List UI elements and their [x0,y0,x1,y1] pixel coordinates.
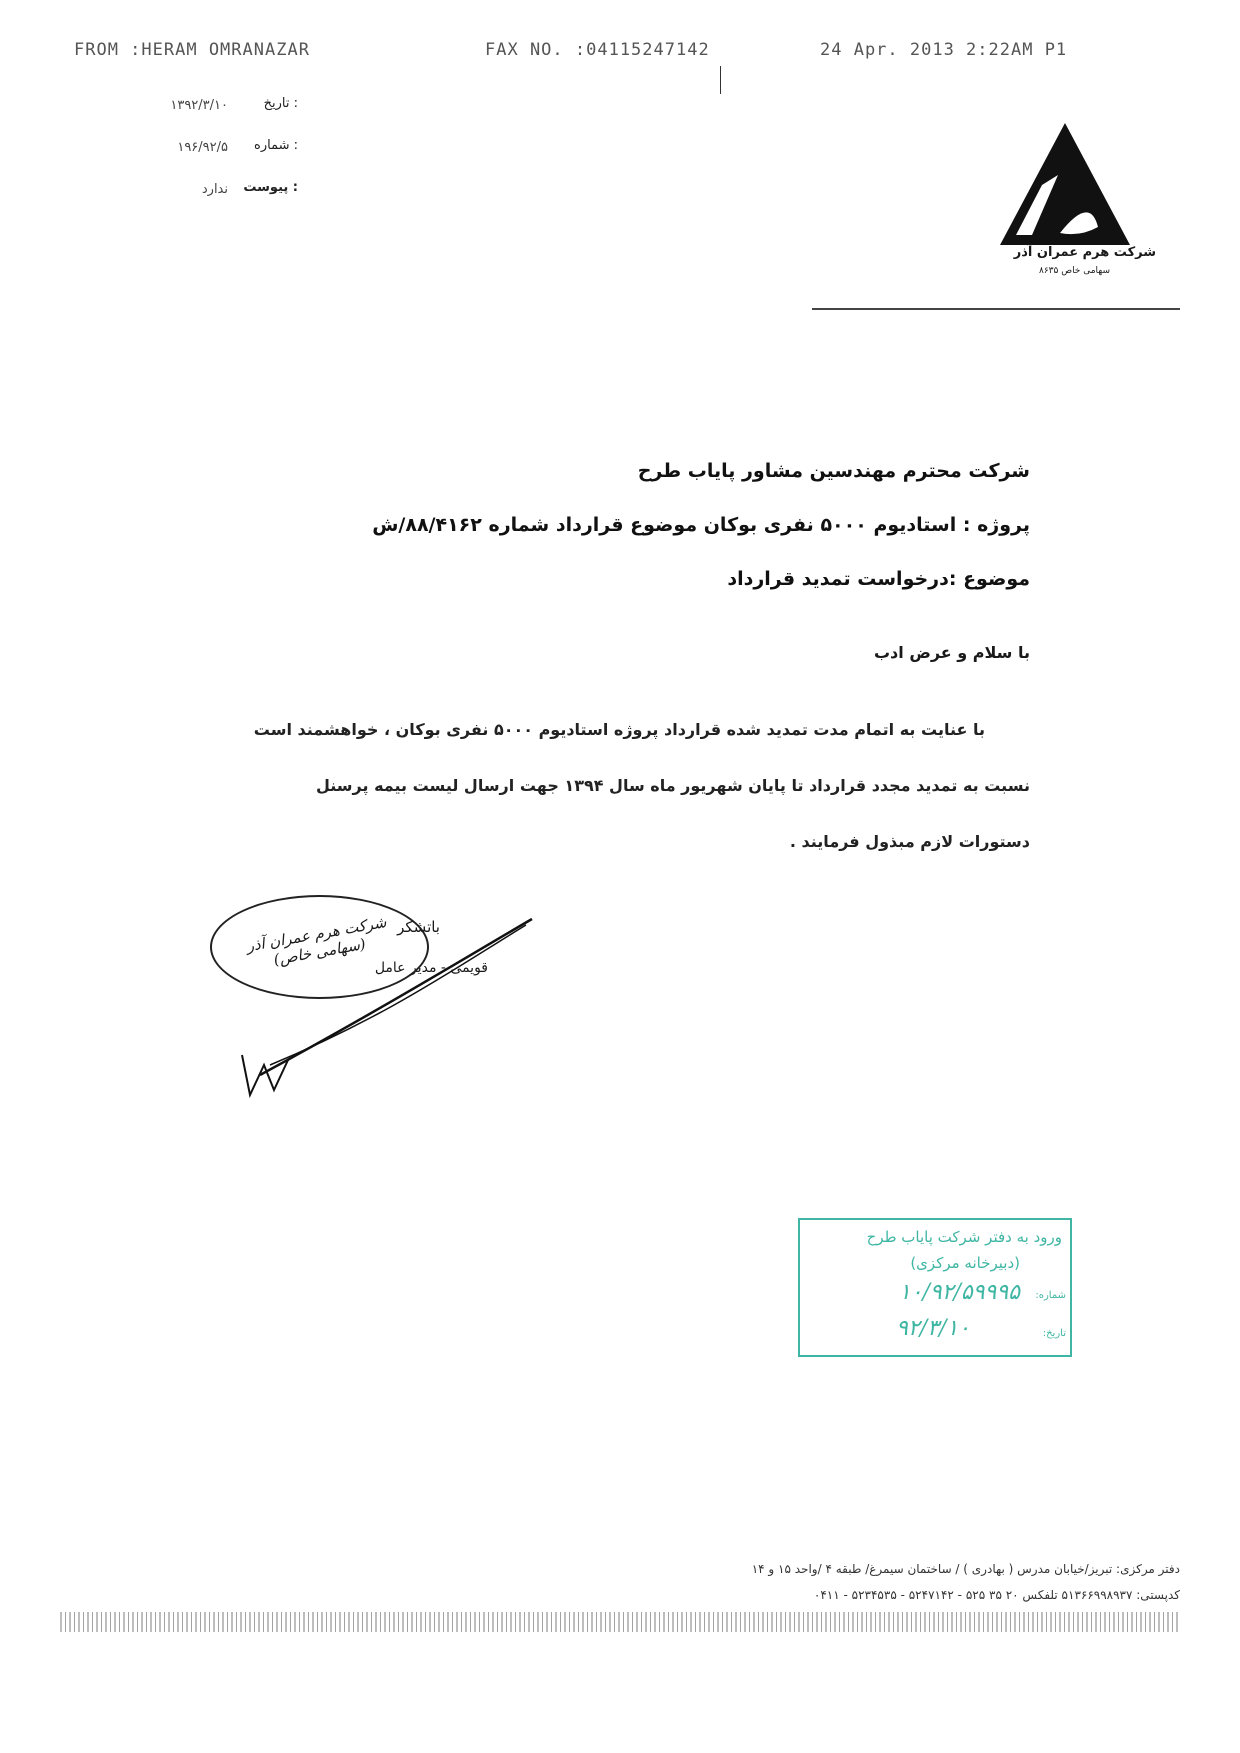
logo-company-name: شرکت هرم عمران آذر [1013,245,1156,260]
body-line-1: با عنایت به اتمام مدت تمدید شده قرارداد پروژه استادیوم ۵۰۰۰ نفری بوکان ، خواهشمند است [253,720,985,739]
fax-number: FAX NO. :04115247142 [485,40,710,60]
company-logo [980,115,1156,285]
date-label: تاریخ : [263,96,298,111]
stamp-sub: (دبیرخانه مرکزی) [910,1254,1020,1272]
subject-line: موضوع :درخواست تمدید قرارداد [727,568,1030,590]
meta-attachment [120,180,298,200]
attachment-value: ندارد [201,182,228,197]
project-line: پروژه : استادیوم ۵۰۰۰ نفری بوکان موضوع قرارداد شماره ۸۸/۴۱۶۲/ش [372,514,1030,536]
stamp-date-label: تاریخ: [1042,1328,1066,1339]
date-value: ۱۳۹۲/۳/۱۰ [170,98,228,113]
signature-name: قویمی - مدیر عامل [374,960,488,976]
signature-thanks: باتشکر [397,918,440,936]
fax-from: FROM :HERAM OMRANAZAR [74,40,310,60]
fax-date-time: 24 Apr. 2013 2:22AM P1 [820,40,1068,60]
greeting: با سلام و عرض ادب [873,643,1030,662]
number-label: شماره : [254,138,298,153]
footer-contact: کدپستی: ۵۱۳۶۶۹۹۸۹۳۷ تلفکس ۲۰ ۳۵ ۵۲۵ - ۵۲۴۷۱۴۲ - ۵۲۳۴۵۳۵ - ۰۴۱۱ [813,1588,1180,1602]
body-line-2: نسبت به تمدید مجدد قرارداد تا پایان شهریور ماه سال ۱۳۹۴ جهت ارسال لیست بیمه پرسنل [315,776,1030,795]
header-rule [812,308,1180,310]
logo-sub: سهامی خاص ۸۶۳۵ [1038,266,1110,276]
attachment-label: پیوست : [243,180,298,195]
stamp-title: ورود به دفتر شرکت پایاب طرح [866,1228,1062,1246]
stamp-number-value: ۱۰/۹۲/۵۹۹۹۵ [898,1280,1020,1305]
footer-scan-noise [60,1612,1180,1632]
fax-divider [720,66,721,94]
footer-address: دفتر مرکزی: تبریز/خیابان مدرس ( بهادری ) / ساختمان سیمرغ/ طبقه ۴ /واحد ۱۵ و ۱۴ [751,1562,1180,1576]
meta-date [120,96,298,116]
recipient: شرکت محترم مهندسین مشاور پایاب طرح [637,460,1030,482]
meta-number [120,138,298,158]
number-value: ۱۹۶/۹۲/۵ [177,140,228,155]
stamp-date-value: ۹۲/۳/۱۰ [896,1316,970,1341]
stamp-number-label: شماره: [1035,1290,1066,1301]
received-stamp [798,1218,1072,1357]
body-line-3: دستورات لازم مبذول فرمایند . [789,832,1030,851]
handwritten-signature-icon [230,915,540,1105]
seal-text: شرکت هرم عمران آذر (سهامی خاص) [245,912,388,969]
